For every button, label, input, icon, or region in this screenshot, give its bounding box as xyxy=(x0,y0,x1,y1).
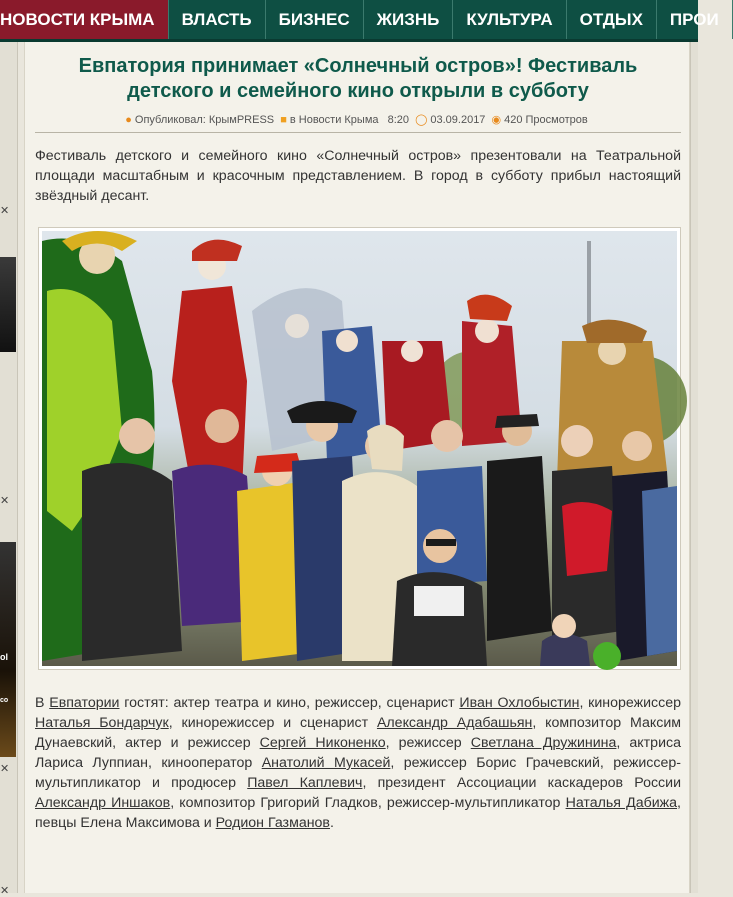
ad-banner-top[interactable] xyxy=(0,257,16,352)
article-content xyxy=(24,42,690,893)
article-body xyxy=(35,693,681,833)
body-text: , композитор Григорий Гладков, режиссер-мультипликатор xyxy=(170,795,566,811)
body-text: , композитор Максим Дунаевский, актер и режиссер xyxy=(35,715,682,751)
nav-item-power[interactable]: ВЛАСТЬ xyxy=(169,0,266,39)
link-nikonenko[interactable]: Сергей Никоненко xyxy=(259,735,386,751)
link-mukasey[interactable]: Анатолий Мукасей xyxy=(261,755,391,771)
right-edge xyxy=(690,42,698,893)
nav-item-leisure[interactable]: ОТДЫХ xyxy=(567,0,657,39)
body-text: , певцы Елена Максимова и xyxy=(35,795,681,831)
title-divider xyxy=(35,132,681,133)
body-text: , кинорежиссер xyxy=(579,695,682,711)
article-lead: Фестиваль детского и семейного кино «Солнечный остров» презентовали на Театральной площади масштабным и красочным представлением. В город в субботу прибыл настоящий звёздный десант. xyxy=(35,148,681,204)
meta-category[interactable]: в Новости Крыма xyxy=(289,114,379,126)
nav-item-news-crimea[interactable]: НОВОСТИ КРЫМА xyxy=(0,0,169,39)
body-text: , президент Ассоциации каскадеров России xyxy=(362,775,681,791)
link-bondarchuk[interactable]: Наталья Бондарчук xyxy=(35,715,169,731)
ad-close-icon[interactable]: ✕ xyxy=(0,205,10,217)
top-navigation xyxy=(0,0,719,42)
link-kaplevich[interactable]: Павел Каплевич xyxy=(247,775,363,791)
link-dabizha[interactable]: Наталья Дабижа xyxy=(565,795,678,811)
ad-close-icon[interactable]: ✕ xyxy=(0,763,10,775)
article-photo-frame xyxy=(38,227,681,670)
body-text: , режиссер Борис Грачевский, режиссер-мультипликатор и продюсер xyxy=(35,755,681,791)
nav-item-more[interactable]: ПРОИ xyxy=(657,0,733,39)
body-text: , актриса Лариса Луппиан, кинооператор xyxy=(35,735,681,771)
ad-banner-bottom[interactable] xyxy=(0,542,16,757)
meta-views: 420 Просмотров xyxy=(504,114,588,126)
article-meta xyxy=(35,113,681,126)
body-text: В xyxy=(35,695,50,711)
article-photo[interactable] xyxy=(42,231,677,666)
nav-item-life[interactable]: ЖИЗНЬ xyxy=(364,0,454,39)
nav-item-culture[interactable]: КУЛЬТУРА xyxy=(453,0,566,39)
nav-item-business[interactable]: БИЗНЕС xyxy=(266,0,364,39)
link-evpatoria[interactable]: Евпатории xyxy=(49,695,120,711)
meta-author[interactable]: Опубликовал: КрымPRESS xyxy=(134,114,275,126)
link-okhlobystin[interactable]: Иван Охлобыстин xyxy=(459,695,580,711)
user-icon: ● xyxy=(125,114,132,126)
body-text: гостят: актер театра и кино, режиссер, сценарист xyxy=(119,695,460,711)
meta-time: 8:20 xyxy=(387,114,409,126)
ad-text: ol xyxy=(0,652,8,662)
eye-icon: ◉ xyxy=(491,114,502,126)
body-text: , режиссер xyxy=(385,735,471,751)
body-text: , кинорежиссер и сценарист xyxy=(168,715,377,731)
link-druzhinina[interactable]: Светлана Дружинина xyxy=(470,735,617,751)
meta-date: 03.09.2017 xyxy=(430,114,486,126)
body-text: . xyxy=(329,815,334,831)
left-ad-strip xyxy=(0,42,18,897)
article-title: Евпатория принимает «Солнечный остров»! Фестиваль детского и семейного кино открыли в субботу xyxy=(78,55,638,102)
link-adabashyan[interactable]: Александр Адабашьян xyxy=(376,715,533,731)
link-gazmanov[interactable]: Родион Газманов xyxy=(215,815,330,831)
photo-illustration xyxy=(42,231,677,666)
clock-icon: ◯ xyxy=(415,114,428,126)
ad-close-icon[interactable]: ✕ xyxy=(0,885,10,897)
link-inshakov[interactable]: Александр Иншаков xyxy=(35,795,171,811)
folder-icon: ■ xyxy=(280,114,287,126)
ad-close-icon[interactable]: ✕ xyxy=(0,495,10,507)
ad-text: co xyxy=(0,697,9,704)
